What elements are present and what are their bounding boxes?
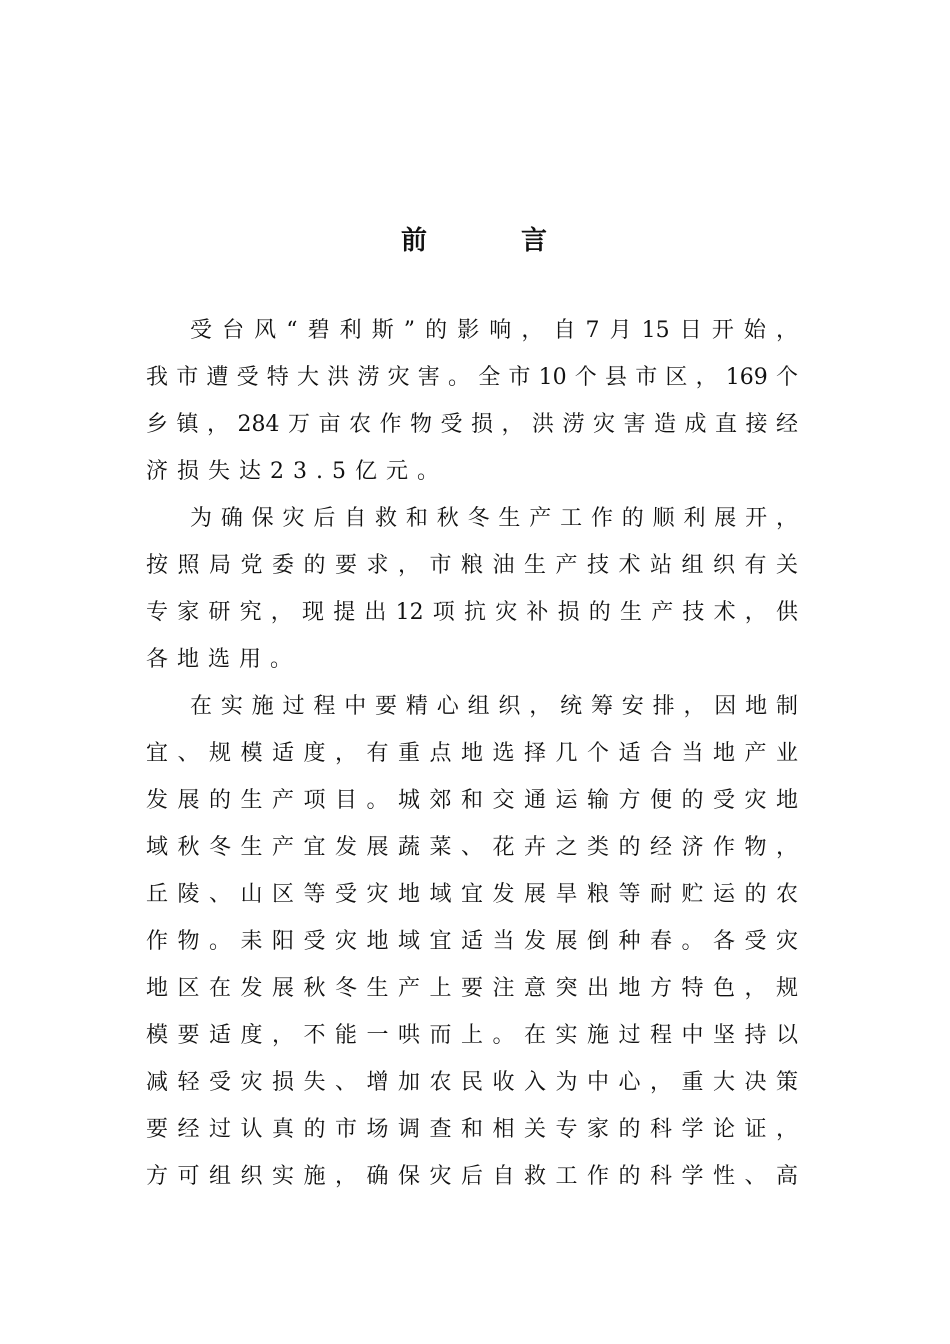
paragraph-1-line-1: 受台风“碧利斯”的影响，自7月15日开始， — [190, 318, 798, 343]
paragraph-3-line-10: 要经过认真的市场调查和相关专家的科学论证， — [146, 1117, 798, 1142]
paragraph-3-line-4: 域秋冬生产宜发展蔬菜、花卉之类的经济作物， — [146, 835, 798, 860]
paragraph-3-line-6: 作物。耒阳受灾地域宜适当发展倒种春。各受灾 — [146, 929, 798, 954]
title-char-right: 言 — [521, 226, 550, 256]
paragraph-1-line-4: 济损失达23.5亿元。 — [146, 459, 448, 484]
paragraph-3-line-3: 发展的生产项目。城郊和交通运输方便的受灾地 — [146, 788, 798, 813]
paragraph-1-line-3: 乡镇，284万亩农作物受损，洪涝灾害造成直接经 — [146, 412, 798, 437]
page-title — [0, 220, 950, 257]
paragraph-3-line-9: 减轻受灾损失、增加农民收入为中心，重大决策 — [146, 1070, 798, 1095]
paragraph-2-line-1: 为确保灾后自救和秋冬生产工作的顺利展开， — [190, 506, 798, 531]
paragraph-1-line-2: 我市遭受特大洪涝灾害。全市10个县市区，169个 — [146, 365, 798, 390]
paragraph-2-line-4: 各地选用。 — [146, 647, 302, 672]
title-char-left: 前 — [400, 226, 429, 256]
paragraph-3-line-5: 丘陵、山区等受灾地域宜发展旱粮等耐贮运的农 — [146, 882, 798, 907]
paragraph-3-line-8: 模要适度，不能一哄而上。在实施过程中坚持以 — [146, 1023, 798, 1048]
body-text — [146, 315, 798, 1208]
paragraph-2-line-2: 按照局党委的要求，市粮油生产技术站组织有关 — [146, 553, 798, 578]
paragraph-3-line-1: 在实施过程中要精心组织，统筹安排，因地制 — [190, 694, 798, 719]
paragraph-3-line-11: 方可组织实施，确保灾后自救工作的科学性、高 — [146, 1164, 798, 1189]
paragraph-3-line-7: 地区在发展秋冬生产上要注意突出地方特色，规 — [146, 976, 798, 1001]
paragraph-2-line-3: 专家研究，现提出12项抗灾补损的生产技术，供 — [146, 600, 798, 625]
paragraph-3-line-2: 宜、规模适度，有重点地选择几个适合当地产业 — [146, 741, 798, 766]
